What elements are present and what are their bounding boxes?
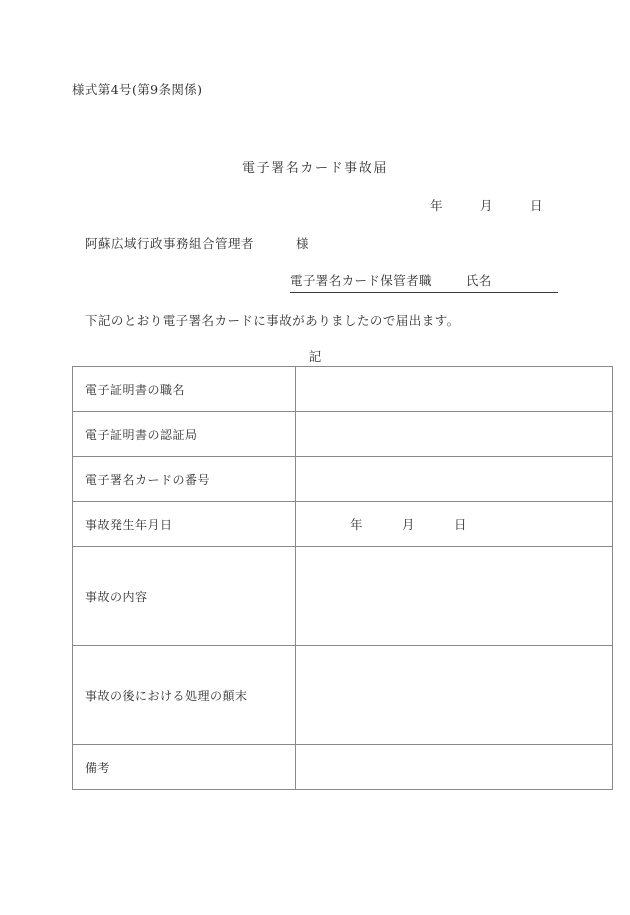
table-row [73,547,613,646]
document-title: 電子署名カード事故届 [241,161,388,176]
table-row [73,745,613,790]
table-row [73,457,613,502]
ki-marker: 記 [308,349,322,364]
addressee-line [85,234,309,252]
table-row-value[interactable] [296,367,613,412]
table-row-label: 事故の内容 [73,547,296,646]
form-number-label: 様式第4号(第9条関係) [72,82,203,97]
table-row [73,502,613,547]
table-row-value[interactable] [296,457,613,502]
table-row-value[interactable] [296,502,613,547]
table-row-label: 事故の後における処理の顛末 [73,646,296,745]
addressee-name: 阿蘇広域行政事務組合管理者 [85,236,255,251]
table-row [73,367,613,412]
table-row-label: 事故発生年月日 [73,502,296,547]
table-row-value[interactable] [296,412,613,457]
submitter-name-label: 氏名 [465,273,492,288]
table-row [73,412,613,457]
table-row-label: 電子証明書の認証局 [73,412,296,457]
submitter-role-label: 電子署名カード保管者職 [290,273,432,288]
incident-date-line: 年 月 日 [350,517,468,532]
table-row-value[interactable] [296,646,613,745]
table-row [73,646,613,745]
addressee-honorific: 様 [296,236,309,251]
table-row-value[interactable] [296,547,613,646]
table-row-label: 備考 [73,745,296,790]
body-sentence: 下記のとおり電子署名カードに事故がありましたので届出ます。 [85,313,460,328]
submitter-signature-line [290,271,558,293]
table-row-value[interactable] [296,745,613,790]
table-row-label: 電子署名カードの番号 [73,457,296,502]
incident-report-table [72,366,613,790]
submission-date-line: 年 月 日 [430,198,543,213]
table-row-label: 電子証明書の職名 [73,367,296,412]
